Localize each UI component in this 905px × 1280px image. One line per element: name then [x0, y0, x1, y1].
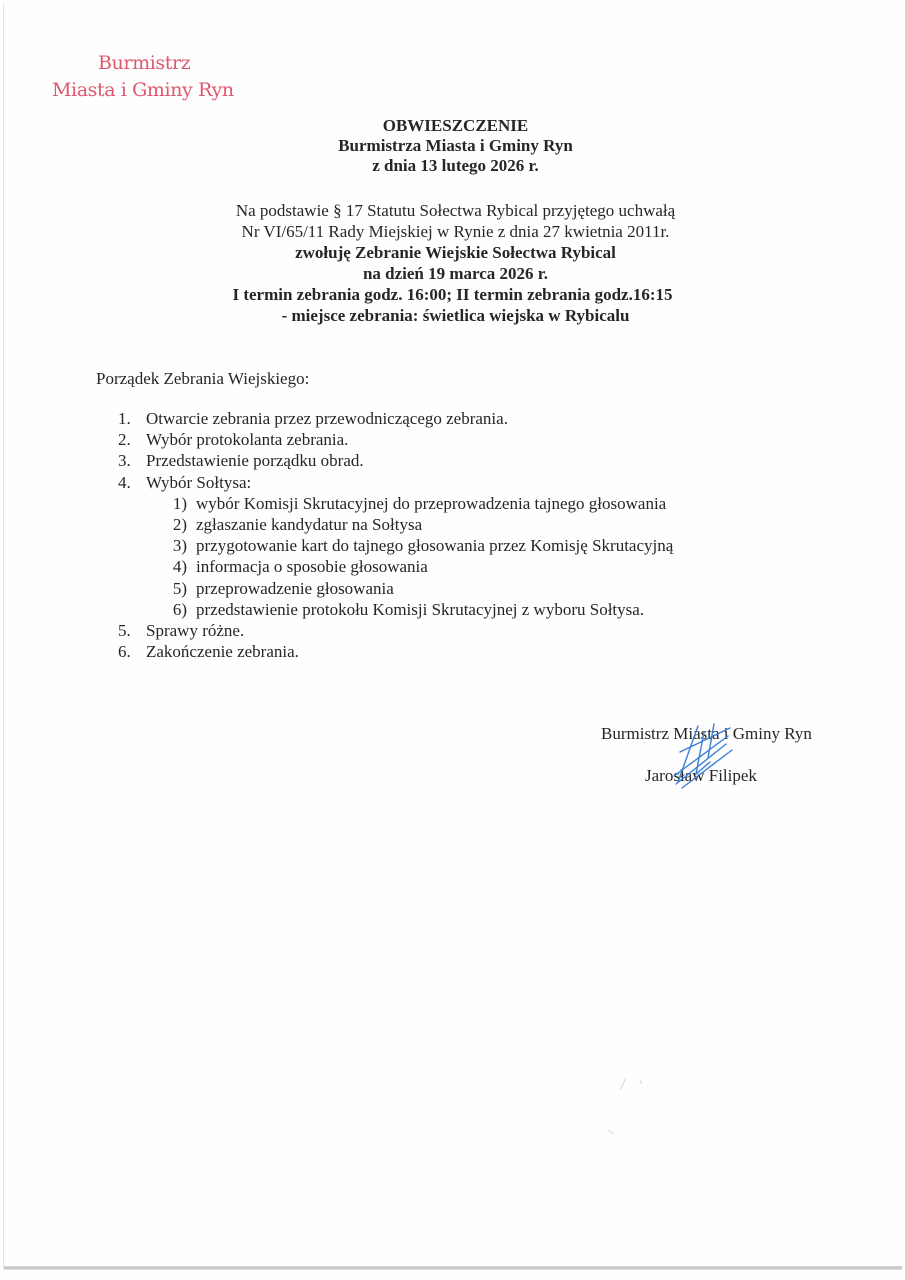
agenda-item-text: Sprawy różne. [146, 621, 245, 641]
legal-basis-line-1: Na podstawie § 17 Statutu Sołectwa Rybical przyjętego uchwałą [235, 201, 676, 220]
convocation-line: zwołuję Zebranie Wiejskie Sołectwa Rybical [295, 243, 616, 262]
agenda-subitem-text: przeprowadzenie głosowania [196, 578, 394, 598]
agenda-item-number: 3. [118, 451, 131, 471]
agenda-item-number: 1. [118, 409, 131, 428]
handwritten-signature-icon [670, 722, 750, 802]
announcement-body [0, 200, 905, 326]
scan-bottom-edge [4, 1266, 902, 1270]
agenda-item [118, 472, 673, 493]
agenda-subitem-text: przedstawienie protokołu Komisji Skrutacyjnej z wyboru Sołtysa. [196, 599, 645, 619]
signatory-name: Jarosław Filipek [645, 766, 757, 785]
agenda-subitem [118, 556, 673, 577]
meeting-place: - miejsce zebrania: świetlica wiejska w Rybicalu [281, 306, 630, 325]
agenda-subitem [118, 535, 673, 556]
scan-speck-marks [600, 1050, 690, 1140]
agenda-subitem-text: przygotowanie kart do tajnego głosowania przez Komisję Skrutacyjną [196, 536, 674, 556]
agenda-item-number: 6. [118, 642, 131, 662]
document-date: z dnia 13 lutego 2026 r. [372, 156, 539, 175]
agenda-item [118, 620, 673, 641]
agenda-item-text: Wybór protokolanta zebrania. [146, 430, 349, 450]
agenda-subitem [118, 514, 673, 535]
meeting-date: na dzień 19 marca 2026 r. [362, 264, 549, 283]
stamp-line-1: Burmistrz [98, 52, 191, 74]
agenda-item-number: 4. [118, 472, 131, 492]
agenda-subitem-text: wybór Komisji Skrutacyjnej do przeprowadzenia tajnego głosowania [196, 493, 667, 513]
agenda-item-text: Zakończenie zebrania. [146, 642, 299, 662]
agenda-item-number: 5. [118, 621, 131, 641]
speck-mark [620, 1078, 626, 1090]
agenda-subitem [118, 599, 673, 620]
meeting-times: I termin zebrania godz. 16:00; II termin zebrania godz.16:15 [232, 285, 673, 304]
document-issuer: Burmistrza Miasta i Gminy Ryn [338, 136, 573, 155]
agenda-list [118, 408, 673, 662]
signature-stroke [708, 724, 714, 758]
agenda-title: Porządek Zebrania Wiejskiego: [96, 369, 310, 388]
signatory-title: Burmistrz Miasta i Gminy Ryn [601, 724, 812, 743]
agenda-item [118, 408, 673, 429]
agenda-subitem-number: 2) [172, 515, 187, 535]
agenda-item-text: Wybór Sołtysa: [146, 472, 252, 492]
agenda-subitem-number: 5) [172, 578, 187, 598]
speck-mark [608, 1130, 614, 1134]
agenda-subitem-text: informacja o sposobie głosowania [196, 557, 428, 577]
signature-stroke [682, 750, 732, 788]
agenda-subitem-number: 6) [172, 599, 187, 619]
agenda-item-number: 2. [118, 430, 131, 450]
stamp-line-2: Miasta i Gminy Ryn [52, 79, 234, 101]
agenda-subitem-number: 4) [172, 557, 187, 577]
agenda-item [118, 450, 673, 471]
speck-mark [640, 1080, 642, 1084]
scan-left-edge [3, 4, 4, 1268]
office-stamp [52, 50, 252, 104]
agenda-subitem [118, 493, 673, 514]
document-header [0, 116, 905, 176]
agenda-item-text: Przedstawienie porządku obrad. [146, 451, 364, 471]
agenda-subitem [118, 578, 673, 599]
agenda-item-text: Otwarcie zebrania przez przewodniczącego zebrania. [146, 409, 508, 428]
agenda-item [118, 429, 673, 450]
agenda-subitem-text: zgłaszanie kandydatur na Sołtysa [196, 515, 423, 535]
agenda-item [118, 641, 673, 662]
agenda-subitem-number: 1) [172, 493, 187, 513]
agenda-subitem-number: 3) [172, 536, 187, 556]
document-title: OBWIESZCZENIE [382, 116, 529, 135]
legal-basis-line-2: Nr VI/65/11 Rady Miejskiej w Rynie z dnia 27 kwietnia 2011r. [241, 222, 670, 241]
